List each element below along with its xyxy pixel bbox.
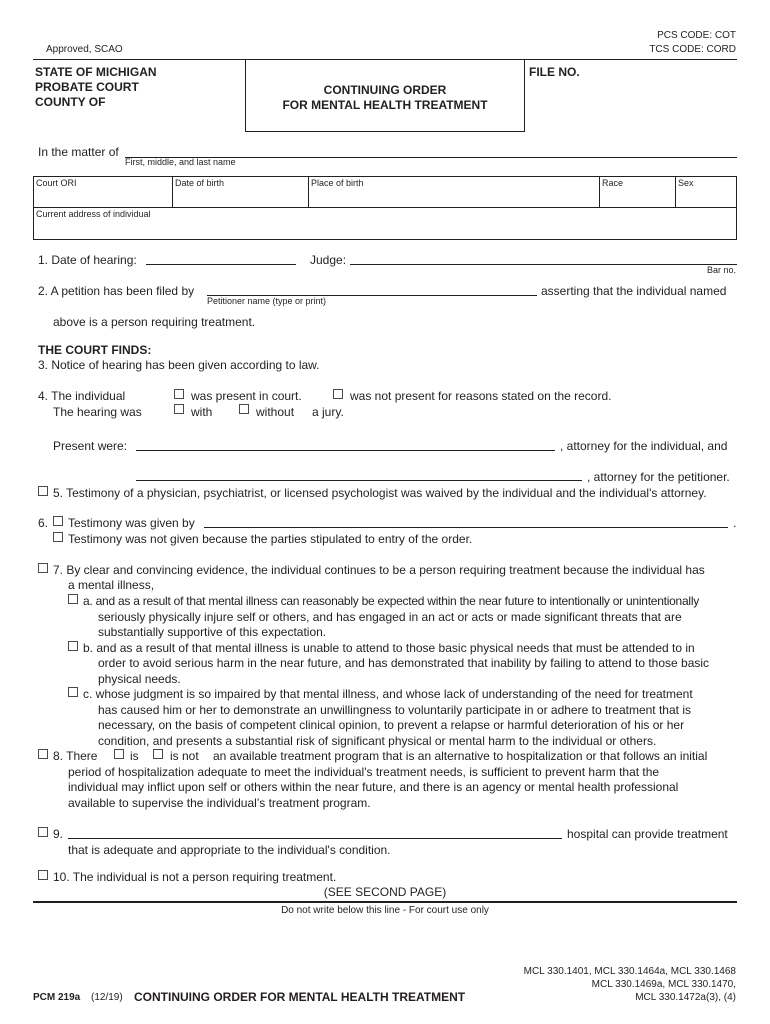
item7-checkbox[interactable] — [38, 563, 48, 573]
item9-checkbox[interactable] — [38, 827, 48, 837]
item7b-checkbox[interactable] — [68, 641, 78, 651]
item7b-line1: b. and as a result of that mental illness is unable to attend to those basic physical needs that must be attended to in — [83, 641, 695, 655]
judge-field[interactable] — [350, 264, 737, 265]
file-no-label: FILE NO. — [529, 65, 580, 79]
mcl-line1: MCL 330.1401, MCL 330.1464a, MCL 330.1468 — [523, 966, 736, 977]
info-table — [33, 176, 737, 240]
item6-number: 6. — [38, 516, 49, 530]
info-col-rule-3 — [599, 176, 600, 207]
jury-label: a jury. — [312, 405, 344, 419]
item7-line1: 7. By clear and convincing evidence, the individual continues to be a person requiring treatment because the individual has — [53, 563, 705, 577]
judge-label: Judge: — [310, 253, 347, 267]
item8-line3: individual may inflict upon self or others within the near future, and there is an agency or mental health professional — [68, 780, 679, 794]
form-id: PCM 219a — [33, 992, 81, 1003]
petition-asserting: asserting that the individual named — [541, 284, 727, 298]
petition-label: 2. A petition has been filed by — [38, 284, 195, 298]
info-col-rule-2 — [308, 176, 309, 207]
hearing-date-label: 1. Date of hearing: — [38, 253, 137, 267]
hearing-date-field[interactable] — [146, 264, 296, 265]
item7a-line3: substantially supportive of this expectation. — [98, 625, 327, 639]
item7b-line2: order to avoid serious harm in the near future, and has demonstrated that inability by failing to attend to those basic — [98, 656, 710, 670]
attorney-individual-field[interactable] — [136, 450, 555, 451]
with-jury-checkbox[interactable] — [174, 404, 184, 414]
testimony-not-given-label: Testimony was not given because the parties stipulated to entry of the order. — [68, 532, 473, 546]
petitioner-sublabel: Petitioner name (type or print) — [207, 296, 327, 306]
item5-text: 5. Testimony of a physician, psychiatrist, or licensed psychologist was waived by the individual and the individual's attorney. — [53, 486, 707, 500]
item7c-line1: c. whose judgment is so impaired by that mental illness, and whose lack of understanding of the need for treatment — [83, 687, 693, 701]
item4-individual-label: 4. The individual — [38, 389, 126, 403]
mcl-line3: MCL 330.1472a(3), (4) — [635, 992, 736, 1003]
matter-label: In the matter of — [38, 145, 119, 159]
pcs-code: PCS CODE: COT — [657, 30, 736, 41]
item8-checkbox[interactable] — [38, 749, 48, 759]
footer-title: CONTINUING ORDER FOR MENTAL HEALTH TREATMENT — [134, 990, 466, 1004]
header-top-rule — [33, 59, 737, 60]
item7-line2: a mental illness, — [68, 578, 155, 592]
item8-is-not-checkbox[interactable] — [153, 749, 163, 759]
approved-text: Approved, SCAO — [46, 44, 123, 55]
item3-text: 3. Notice of hearing has been given according to law. — [38, 358, 320, 372]
court-label: PROBATE COURT — [35, 80, 139, 94]
item7c-checkbox[interactable] — [68, 687, 78, 697]
item9-number: 9. — [53, 827, 64, 841]
court-finds-heading: THE COURT FINDS: — [38, 343, 152, 357]
item8-is-not-label: is not — [170, 749, 199, 763]
item8-line2: period of hospitalization adequate to meet the individual's treatment needs, is sufficient to prevent harm that the — [68, 765, 660, 779]
present-were-label: Present were: — [53, 439, 128, 453]
mcl-line2: MCL 330.1469a, MCL 330.1470, — [591, 979, 736, 990]
pob-field[interactable]: Place of birth — [311, 178, 364, 188]
court-use-note: Do not write below this line - For court use only — [281, 905, 489, 916]
attorney-petitioner-label: , attorney for the petitioner. — [587, 470, 730, 484]
present-checkbox[interactable] — [174, 389, 184, 399]
matter-sublabel: First, middle, and last name — [125, 157, 236, 167]
bar-no-label: Bar no. — [706, 265, 736, 275]
item8-line4: available to supervise the individual’s treatment program. — [68, 796, 371, 810]
address-field[interactable]: Current address of individual — [36, 209, 151, 219]
item10-text: 10. The individual is not a person requiring treatment. — [53, 870, 337, 884]
item9-hospital-label: hospital can provide treatment — [567, 827, 728, 841]
item9-line2: that is adequate and appropriate to the individual's condition. — [68, 843, 391, 857]
header-title-bottom — [245, 131, 525, 132]
item7c-line4: condition, and presents a substantial risk of significant physical or mental harm to the individual or others. — [98, 734, 657, 748]
hospital-name-field[interactable] — [68, 838, 562, 839]
hearing-was-label: The hearing was — [53, 405, 142, 419]
not-present-label: was not present for reasons stated on the record. — [350, 389, 612, 403]
court-ori-field[interactable]: Court ORI — [36, 178, 77, 188]
item7c-line3: necessary, on the basis of competent clinical opinion, to prevent a relapse or harmful deterioration of his or her — [98, 718, 685, 732]
petition-continuation: above is a person requiring treatment. — [53, 315, 256, 329]
see-second-page: (SEE SECOND PAGE) — [323, 885, 447, 899]
not-present-checkbox[interactable] — [333, 389, 343, 399]
item7b-line3: physical needs. — [98, 672, 181, 686]
info-table-row-rule — [33, 207, 737, 208]
item8-there: 8. There — [53, 749, 98, 763]
attorney-individual-label: , attorney for the individual, and — [560, 439, 728, 453]
item7a-checkbox[interactable] — [68, 594, 78, 604]
county-label: COUNTY OF — [35, 95, 106, 109]
form-title-line1: CONTINUING ORDER — [323, 83, 447, 97]
item8-line1-rest: an available treatment program that is an alternative to hospitalization or that follows an initial — [213, 749, 708, 763]
item7c-line2: has caused him or her to demonstrate an unwillingness to voluntarily participate in or adhere to treatment that is — [98, 703, 691, 717]
sex-field[interactable]: Sex — [678, 178, 694, 188]
without-label: without — [256, 405, 295, 419]
state-label: STATE OF MICHIGAN — [35, 65, 157, 79]
testimony-given-checkbox[interactable] — [53, 516, 63, 526]
court-use-rule — [33, 901, 737, 903]
info-col-rule-1 — [172, 176, 173, 207]
testimony-given-label: Testimony was given by — [68, 516, 195, 530]
race-field[interactable]: Race — [602, 178, 624, 188]
item8-is-label: is — [130, 749, 139, 763]
dob-field[interactable]: Date of birth — [175, 178, 225, 188]
attorney-petitioner-field[interactable] — [136, 480, 582, 481]
item8-is-checkbox[interactable] — [114, 749, 124, 759]
item10-checkbox[interactable] — [38, 870, 48, 880]
info-col-rule-4 — [675, 176, 676, 207]
with-label: with — [191, 405, 213, 419]
present-label: was present in court. — [191, 389, 302, 403]
item7a-line2: seriously physically injure self or others, and has engaged in an act or acts or made significant threats that are — [98, 610, 682, 624]
testimony-given-by-field[interactable] — [204, 527, 728, 528]
item7a-line1: a. and as a result of that mental illness can reasonably be expected within the near future to intentionally or unintentionally — [83, 594, 699, 608]
form-date: (12/19) — [91, 992, 123, 1003]
tcs-code: TCS CODE: CORD — [649, 44, 736, 55]
item5-checkbox[interactable] — [38, 486, 48, 496]
form-title-line2: FOR MENTAL HEALTH TREATMENT — [282, 98, 488, 112]
testimony-not-given-checkbox[interactable] — [53, 532, 63, 542]
testimony-period: . — [733, 516, 737, 530]
without-jury-checkbox[interactable] — [239, 404, 249, 414]
